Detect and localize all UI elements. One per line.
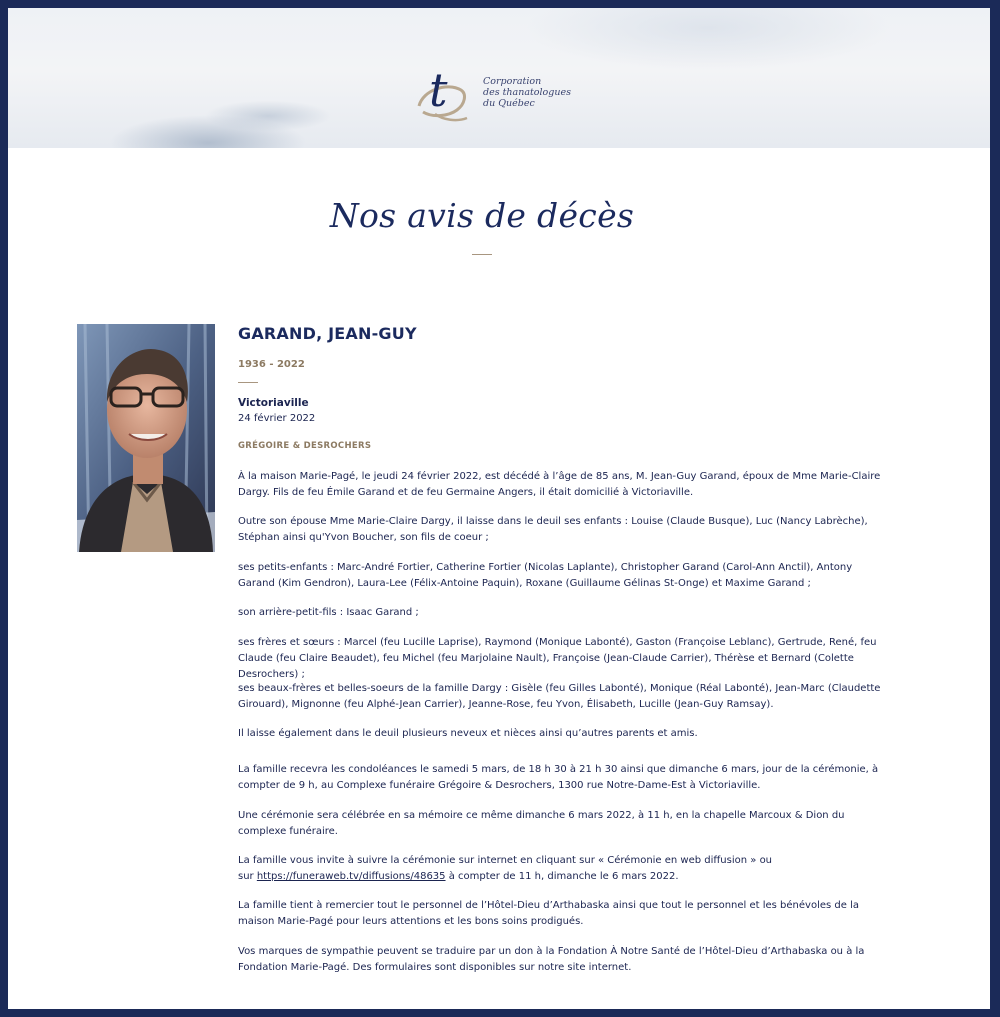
site-logo[interactable] <box>413 60 583 130</box>
deceased-photo <box>77 324 215 552</box>
obituary-paragraph: ses beaux-frères et belles-soeurs de la famille Dargy : Gisèle (feu Gilles Labonté), Monique (Réal Labonté), Jean-Marc (Claudette Girouard), Mignonne (feu Alphé-Jean Carrier), Jeanne-Rose, feu Yvon, Élisabeth, Lucille (Jean-Guy Ramsay). <box>238 683 881 710</box>
logo-line-3: du Québec <box>483 98 535 109</box>
portrait-image <box>77 324 215 552</box>
obituary-paragraph: La famille recevra les condoléances le samedi 5 mars, de 18 h 30 à 21 h 30 ainsi que dimanche 6 mars, jour de la cérémonie, à compter de 9 h, au Complexe funéraire Grégoire & Desrochers, 1300 rue Notre-Dame-Est à Victoriaville. <box>238 764 879 791</box>
logo-mark-icon <box>413 60 471 124</box>
obituary-paragraph: À la maison Marie-Pagé, le jeudi 24 février 2022, est décédé à l’âge de 85 ans, M. Jean-Guy Garand, époux de Mme Marie-Claire Dargy. Fils de feu Émile Garand et de feu Germaine Angers, il était domicilié à Victoriaville. <box>238 471 881 498</box>
obituary-paragraph: Outre son épouse Mme Marie-Claire Dargy, il laisse dans le deuil ses enfants : Louise (Claude Busque), Luc (Nancy Labrèche), Stéphan ainsi qu'Yvon Boucher, son fils de coeur ; <box>238 516 868 543</box>
obituary-paragraph: son arrière-petit-fils : Isaac Garand ; <box>238 607 419 618</box>
name-divider <box>238 382 258 383</box>
obituary-paragraph-webcast <box>238 853 888 885</box>
notice-city: Victoriaville <box>238 397 309 409</box>
deceased-name: GARAND, JEAN-GUY <box>238 324 417 343</box>
logo-letter: t <box>429 63 448 117</box>
webcast-line-1: La famille vous invite à suivre la cérémonie sur internet en cliquant sur « Cérémonie en web diffusion » ou <box>238 855 773 866</box>
webcast-link[interactable]: https://funeraweb.tv/diffusions/48635 <box>256 871 446 882</box>
webcast-prefix: sur <box>238 871 257 882</box>
header-banner <box>8 8 990 148</box>
obituary-paragraph: Vos marques de sympathie peuvent se traduire par un don à la Fondation À Notre Santé de l’Hôtel-Dieu d’Arthabaska ou à la Fondation Marie-Pagé. Des formulaires sont disponibles sur notre site internet. <box>238 946 865 973</box>
logo-text <box>483 76 571 109</box>
obituary-paragraph: La famille tient à remercier tout le personnel de l’Hôtel-Dieu d’Arthabaska ainsi que tout le personnel et les bénévoles de la maison Marie-Pagé pour leurs attentions et les bons soins prodigués. <box>238 900 859 927</box>
title-divider <box>472 254 492 255</box>
webcast-suffix: à compter de 11 h, dimanche le 6 mars 2022. <box>445 871 679 882</box>
funeral-home: GRÉGOIRE & DESROCHERS <box>238 441 372 451</box>
page-title: Nos avis de décès <box>329 196 635 235</box>
notice-date: 24 février 2022 <box>238 413 316 424</box>
life-years: 1936 - 2022 <box>238 359 305 370</box>
logo-line-2: des thanatologues <box>483 87 571 98</box>
obituary-paragraph: ses frères et sœurs : Marcel (feu Lucille Laprise), Raymond (Monique Labonté), Gaston (Françoise Leblanc), Gertrude, René, feu Claude (feu Claire Beaudet), feu Michel (feu Marjolaine Nault), Françoise (Jean-Claude Carrier), Thérèse et Bernard (Colette Desrochers) ; <box>238 637 877 680</box>
page-frame <box>8 8 990 1009</box>
obituary-paragraph: ses petits-enfants : Marc-André Fortier, Catherine Fortier (Nicolas Laplante), Christopher Garand (Carol-Ann Anctil), Antony Garand (Kim Gendron), Laura-Lee (Félix-Antoine Paquin), Roxane (Guillaume Gélinas St-Onge) et Maxime Garand ; <box>238 562 853 589</box>
obituary-paragraph: Une cérémonie sera célébrée en sa mémoire ce même dimanche 6 mars 2022, à 11 h, en la chapelle Marcoux & Dion du complexe funéraire. <box>238 810 845 837</box>
logo-line-1: Corporation <box>483 76 542 87</box>
obituary-paragraph: Il laisse également dans le deuil plusieurs neveux et nièces ainsi qu’autres parents et amis. <box>238 728 698 739</box>
